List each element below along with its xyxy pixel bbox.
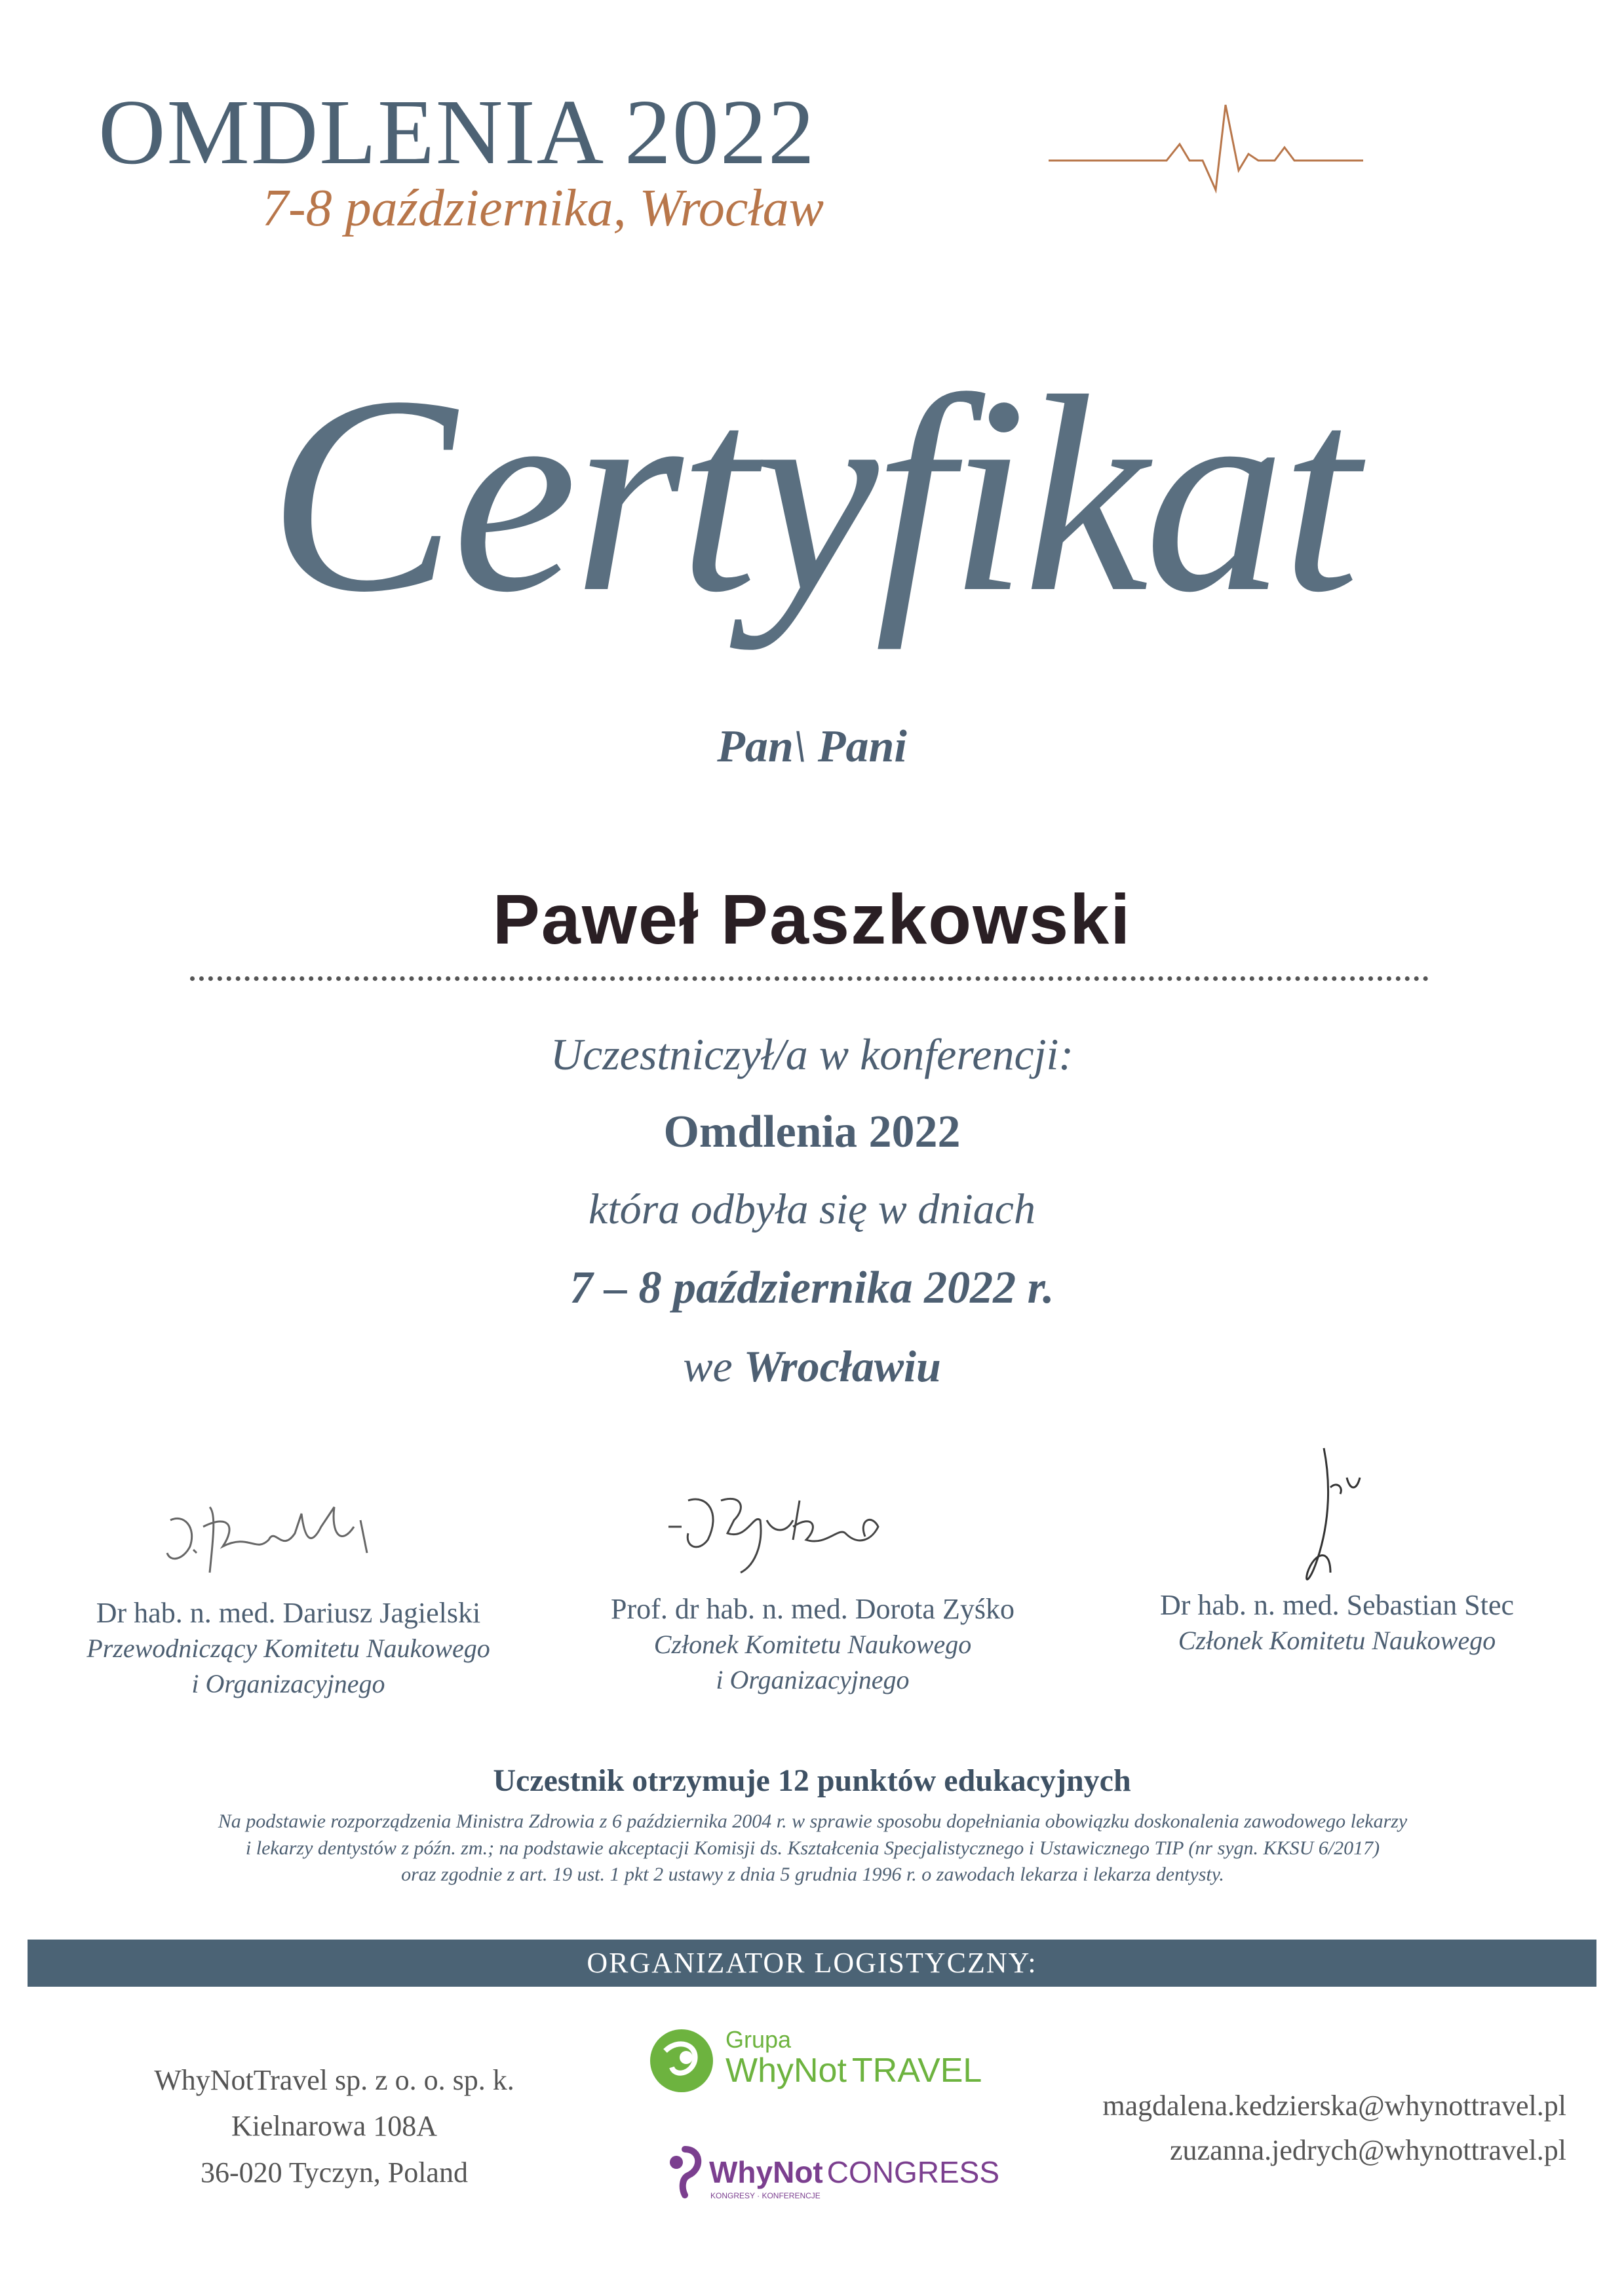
signatory-1-name: Dr hab. n. med. Dariusz Jagielski: [96, 1597, 481, 1629]
name-underline: [190, 976, 1429, 981]
participated-label: Uczestniczył/a w konferencji:: [550, 1029, 1074, 1079]
signatory-3: [1121, 1588, 1553, 1657]
signatory-2-role-2: i Organizacyjnego: [716, 1665, 910, 1694]
signatory-3-role-1: Członek Komitetu Naukowego: [1178, 1626, 1496, 1655]
participant-name: Paweł Paszkowski: [492, 879, 1132, 959]
logo2-main-b: CONGRESS: [826, 2155, 1000, 2189]
address-line-1: WhyNotTravel sp. z o. o. sp. k.: [154, 2064, 514, 2096]
held-label: która odbyła się w dniach: [589, 1185, 1035, 1233]
signatory-1-role-2: i Organizacyjnego: [191, 1669, 385, 1698]
signature-stec: [1285, 1442, 1389, 1599]
email-1[interactable]: magdalena.kedzierska@whynottravel.pl: [1102, 2090, 1566, 2122]
certificate-title: Certyfikat: [268, 339, 1356, 651]
legal-line-2: i lekarzy dentystów z późn. zm.; na podstawie akceptacji Komisji ds. Kształcenia Specjalistycznego i Ustawicznego TIP (nr sygn. KKSU 6/2017): [245, 1837, 1380, 1859]
organizer-emails: [1003, 2084, 1566, 2173]
address-line-2: Kielnarowa 108A: [231, 2110, 437, 2143]
heartbeat-icon: [1049, 92, 1363, 203]
points-headline: Uczestnik otrzymuje 12 punktów edukacyjnych: [493, 1763, 1131, 1798]
signature-jagielski: [157, 1487, 433, 1592]
organizer-bar-label: ORGANIZATOR LOGISTYCZNY:: [587, 1947, 1037, 1979]
conference-dates: 7 – 8 października 2022 r.: [570, 1263, 1054, 1313]
congress-mark-icon: [662, 2143, 708, 2202]
email-2[interactable]: zuzanna.jedrych@whynottravel.pl: [1170, 2134, 1566, 2167]
organizer-address: [118, 2057, 551, 2196]
place-prefix: we: [683, 1341, 733, 1391]
signatory-2-name: Prof. dr hab. n. med. Dorota Zyśko: [611, 1593, 1015, 1625]
logo1-main-text: [725, 2051, 982, 2090]
logo1-main-a: WhyNot: [725, 2052, 847, 2090]
conference-place: [0, 1341, 1624, 1392]
logo2-main-text: [709, 2154, 999, 2190]
salutation: Pan\ Pani: [717, 721, 907, 772]
logo1-main-b: TRAVEL: [851, 2052, 982, 2090]
logo2-main-a: WhyNot: [709, 2155, 823, 2189]
logo1-small-text: Grupa: [725, 2026, 792, 2053]
travel-globe-icon: [646, 2025, 718, 2097]
legal-line-1: Na podstawie rozporządzenia Ministra Zdrowia z 6 października 2004 r. w sprawie sposobu dopełniania obowiązku doskonalenia zawodowego lekarzy: [218, 1810, 1408, 1832]
legal-note: [111, 1808, 1514, 1888]
logo2-sub-text: KONGRESY · KONFERENCJE: [710, 2191, 821, 2200]
signatory-1: [72, 1596, 505, 1700]
legal-line-3: oraz zgodnie z art. 19 ust. 1 pkt 2 ustawy z dnia 5 grudnia 1996 r. o zawodach lekarza i lekarza dentysty.: [401, 1864, 1224, 1885]
header-title: OMDLENIA 2022: [98, 80, 816, 183]
signatory-2-role-1: Członek Komitetu Naukowego: [653, 1630, 972, 1659]
conference-name: Omdlenia 2022: [663, 1107, 961, 1157]
header-date-place: 7-8 października, Wrocław: [262, 180, 824, 237]
address-line-3: 36-020 Tyczyn, Poland: [201, 2156, 468, 2189]
signatory-3-name: Dr hab. n. med. Sebastian Stec: [1159, 1589, 1515, 1621]
signatory-1-role-1: Przewodniczący Komitetu Naukowego: [87, 1634, 490, 1663]
signatory-2: [583, 1592, 1042, 1696]
signature-zysko: [662, 1474, 937, 1586]
place-name: Wrocławiu: [743, 1341, 941, 1391]
